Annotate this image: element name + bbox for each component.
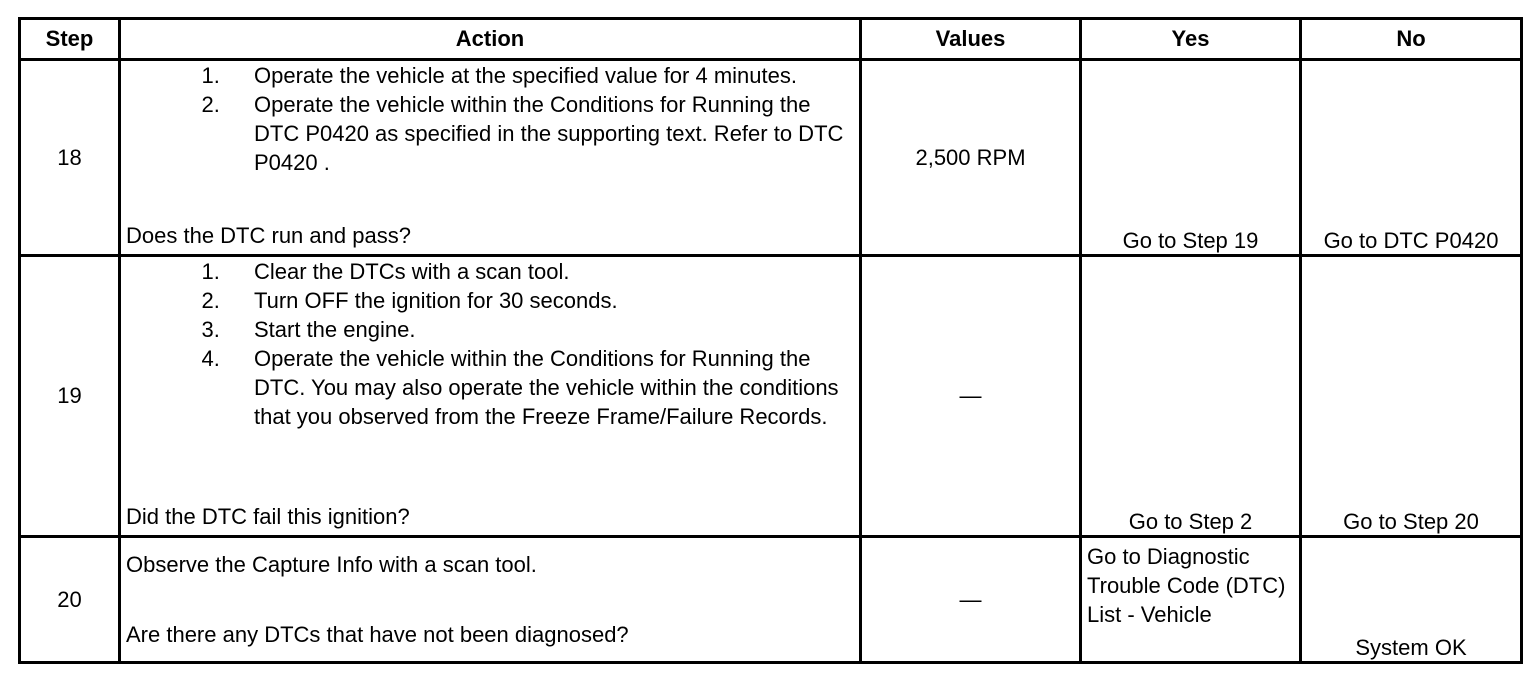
table-row <box>20 256 1522 537</box>
table-row <box>20 537 1522 663</box>
action-question: Does the DTC run and pass? <box>126 223 411 248</box>
value-cell: — <box>861 537 1081 663</box>
yes-cell: Go to Step 2 <box>1081 256 1301 537</box>
action-item: 1. Operate the vehicle at the specified value for 4 minutes. <box>226 61 854 90</box>
value-cell: 2,500 RPM <box>861 60 1081 256</box>
action-item: 3. Start the engine. <box>226 315 854 344</box>
header-action: Action <box>120 19 861 60</box>
no-cell: Go to Step 20 <box>1301 256 1522 537</box>
step-number: 20 <box>20 537 120 663</box>
no-cell: Go to DTC P0420 <box>1301 60 1522 256</box>
action-cell <box>120 256 861 537</box>
action-item: 2. Turn OFF the ignition for 30 seconds. <box>226 286 854 315</box>
header-step: Step <box>20 19 120 60</box>
action-item: 4. Operate the vehicle within the Conditions for Running the DTC. You may also operate the vehicle within the conditions that you observed from the Freeze Frame/Failure Records. <box>226 344 854 431</box>
action-cell <box>120 537 861 663</box>
step-number: 19 <box>20 256 120 537</box>
action-question: Are there any DTCs that have not been diagnosed? <box>126 622 629 647</box>
action-cell <box>120 60 861 256</box>
action-list <box>126 257 854 431</box>
header-no: No <box>1301 19 1522 60</box>
step-number: 18 <box>20 60 120 256</box>
yes-cell: Go to Step 19 <box>1081 60 1301 256</box>
action-list <box>126 61 854 177</box>
header-row <box>20 19 1522 60</box>
diagnostic-table <box>18 17 1523 664</box>
action-instruction: Observe the Capture Info with a scan tool. <box>126 552 537 577</box>
header-yes: Yes <box>1081 19 1301 60</box>
yes-cell: Go to Diagnostic Trouble Code (DTC) List - Vehicle <box>1081 537 1301 663</box>
table-row <box>20 60 1522 256</box>
value-cell: — <box>861 256 1081 537</box>
action-item: 1. Clear the DTCs with a scan tool. <box>226 257 854 286</box>
action-item: 2. Operate the vehicle within the Conditions for Running the DTC P0420 as specified in the supporting text. Refer to DTC P0420 . <box>226 90 854 177</box>
action-question: Did the DTC fail this ignition? <box>126 504 410 529</box>
header-values: Values <box>861 19 1081 60</box>
no-cell: System OK <box>1301 537 1522 663</box>
